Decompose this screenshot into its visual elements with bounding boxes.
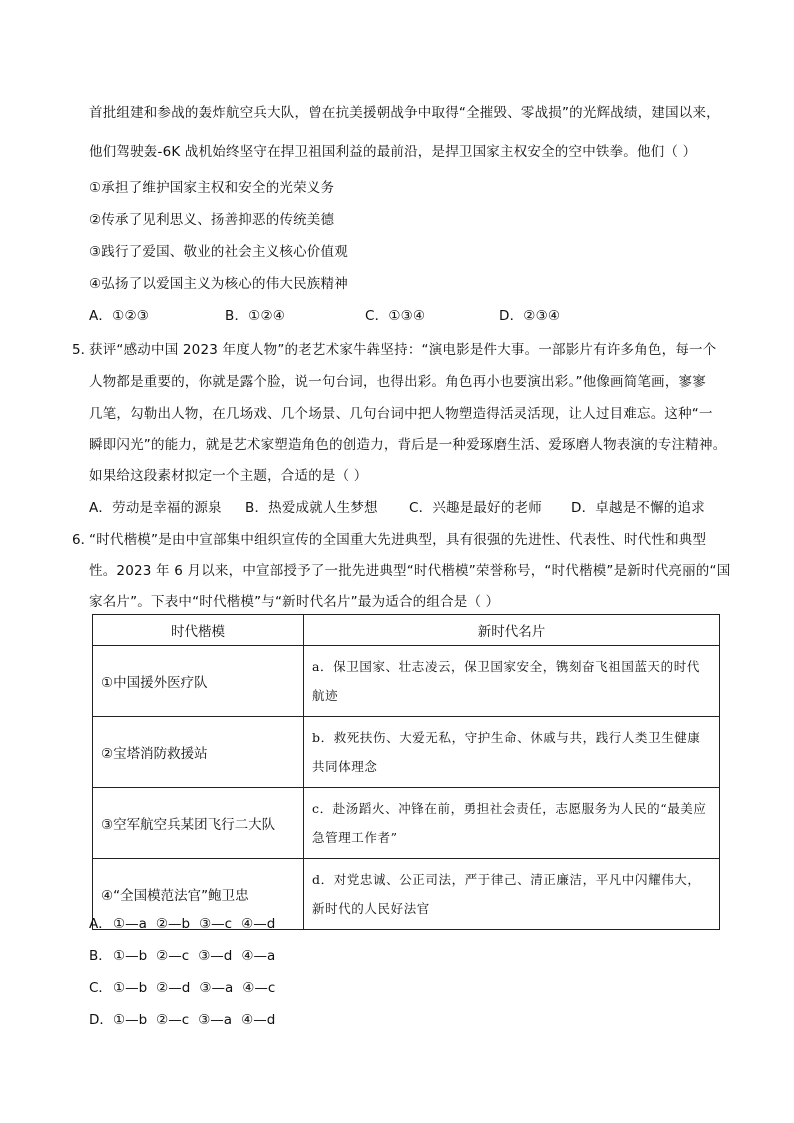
pair: ②—d	[156, 980, 191, 996]
pair: ②—c	[156, 948, 190, 964]
q5-option-b[interactable]: B．热爱成就人生梦想	[245, 500, 378, 516]
new-era-card-cell: a．保卫国家、壮志凌云，保卫国家安全，镌刻奋飞祖国蓝天的时代航迹	[304, 646, 720, 717]
pair: ②—c	[156, 1012, 190, 1028]
role-model-cell: ②宝塔消防救援站	[93, 717, 304, 788]
q5-stem-line-5: 如果给这段素材拟定一个主题，合适的是（ ）	[89, 468, 368, 484]
option-label: C．	[89, 980, 112, 996]
q4-option-a[interactable]: A．①②③	[89, 308, 150, 324]
pair: ③—a	[198, 1012, 233, 1028]
header-new-era-cards: 新时代名片	[304, 615, 720, 646]
pair: ④—a	[241, 948, 276, 964]
header-role-models: 时代楷模	[93, 615, 304, 646]
table-header-row	[93, 615, 720, 646]
q6-option-d[interactable]	[89, 1008, 284, 1028]
table-row	[93, 788, 720, 859]
q4-statement-2: ②传承了见利思义、扬善抑恶的传统美德	[89, 212, 335, 228]
pair: ②—b	[155, 916, 191, 932]
pair: ③—d	[198, 948, 233, 964]
pair: ④—d	[241, 1012, 276, 1028]
new-era-card-cell: d．对党忠诚、公正司法，严于律己、清正廉洁，平凡中闪耀伟大，新时代的人民好法官	[304, 859, 720, 930]
q4-statement-4: ④弘扬了以爱国主义为核心的伟大民族精神	[89, 276, 348, 292]
pair: ①—b	[113, 980, 148, 996]
option-label: D．	[89, 1012, 113, 1028]
q5-stem-line-3: 几笔，勾勒出人物，在几场戏、几个场景、几句台词中把人物塑造得活灵活现，让人过目难忘。这种“一	[89, 406, 713, 422]
q5-option-c[interactable]: C．兴趣是最好的老师	[409, 500, 542, 516]
role-model-cell: ③空军航空兵某团飞行二大队	[93, 788, 304, 859]
q6-stem-line-2: 性。2023 年 6 月以来，中宣部授予了一批先进典型“时代楷模”荣誉称号，“时代楷模”是新时代亮丽的“国	[89, 563, 731, 579]
q5-number: 5．	[72, 342, 95, 358]
pair: ①—b	[113, 1012, 148, 1028]
pair: ③—a	[199, 980, 234, 996]
pair: ①—a	[113, 916, 147, 932]
q4-statement-1: ①承担了维护国家主权和安全的光荣义务	[89, 180, 335, 196]
q6-option-b[interactable]	[89, 944, 284, 964]
pair: ④—c	[242, 980, 276, 996]
q6-option-a[interactable]	[89, 912, 284, 932]
table-row	[93, 646, 720, 717]
new-era-card-cell: b．救死扶伤、大爱无私，守护生命、休戚与共，践行人类卫生健康共同体理念	[304, 717, 720, 788]
q4-option-d[interactable]: D．②③④	[499, 308, 561, 324]
q6-stem-line-1: “时代楷模”是由中宣部集中组织宣传的全国重大先进典型，具有很强的先进性、代表性、时代性和典型	[89, 532, 707, 548]
q5-option-a[interactable]: A．劳动是幸福的源泉	[89, 500, 222, 516]
q6-number: 6．	[72, 532, 95, 548]
q4-options	[89, 304, 560, 324]
pair: ③—c	[199, 916, 233, 932]
q5-stem-line-2: 人物都是重要的，你就是露个脸，说一句台词，也得出彩。角色再小也要演出彩。”他像画简笔画，寥寥	[89, 374, 706, 390]
role-model-cell: ①中国援外医疗队	[93, 646, 304, 717]
q4-option-c[interactable]: C．①③④	[365, 308, 426, 324]
matching-table	[92, 614, 720, 930]
pair: ④—d	[241, 916, 276, 932]
q5-stem-line-4: 瞬即闪光”的能力，就是艺术家塑造角色的创造力，背后是一种爱琢磨生活、爱琢磨人物表演的专注精神。	[89, 437, 727, 453]
q5-options	[89, 496, 705, 516]
q6-option-c[interactable]	[89, 976, 284, 996]
q6-stem-line-3: 家名片”。下表中“时代楷模”与“新时代名片”最为适合的组合是（ ）	[89, 594, 500, 610]
new-era-card-cell: c．赴汤蹈火、冲锋在前，勇担社会责任，志愿服务为人民的“最美应急管理工作者”	[304, 788, 720, 859]
option-label: A．	[89, 916, 112, 932]
q4-option-b[interactable]: B．①②④	[225, 308, 286, 324]
q5-option-d[interactable]: D．卓越是不懈的追求	[571, 500, 705, 516]
q4-statement-3: ③践行了爱国、敬业的社会主义核心价值观	[89, 244, 348, 260]
q4-stem-line-1: 首批组建和参战的轰炸航空兵大队，曾在抗美援朝战争中取得“全摧毁、零战损”的光辉战绩，建国以来，	[89, 105, 720, 121]
option-label: B．	[89, 948, 112, 964]
q4-stem-line-2: 他们驾驶轰-6K 战机始终坚守在捍卫祖国利益的最前沿，是捍卫国家主权安全的空中铁拳。他们（ ）	[89, 144, 697, 160]
table-row	[93, 717, 720, 788]
q5-stem-line-1: 获评“感动中国 2023 年度人物”的老艺术家牛犇坚持：“演电影是件大事。一部影片有许多角色，每一个	[89, 342, 717, 358]
role-model-cell: ④“全国模范法官”鲍卫忠	[93, 859, 304, 930]
pair: ①—b	[113, 948, 148, 964]
